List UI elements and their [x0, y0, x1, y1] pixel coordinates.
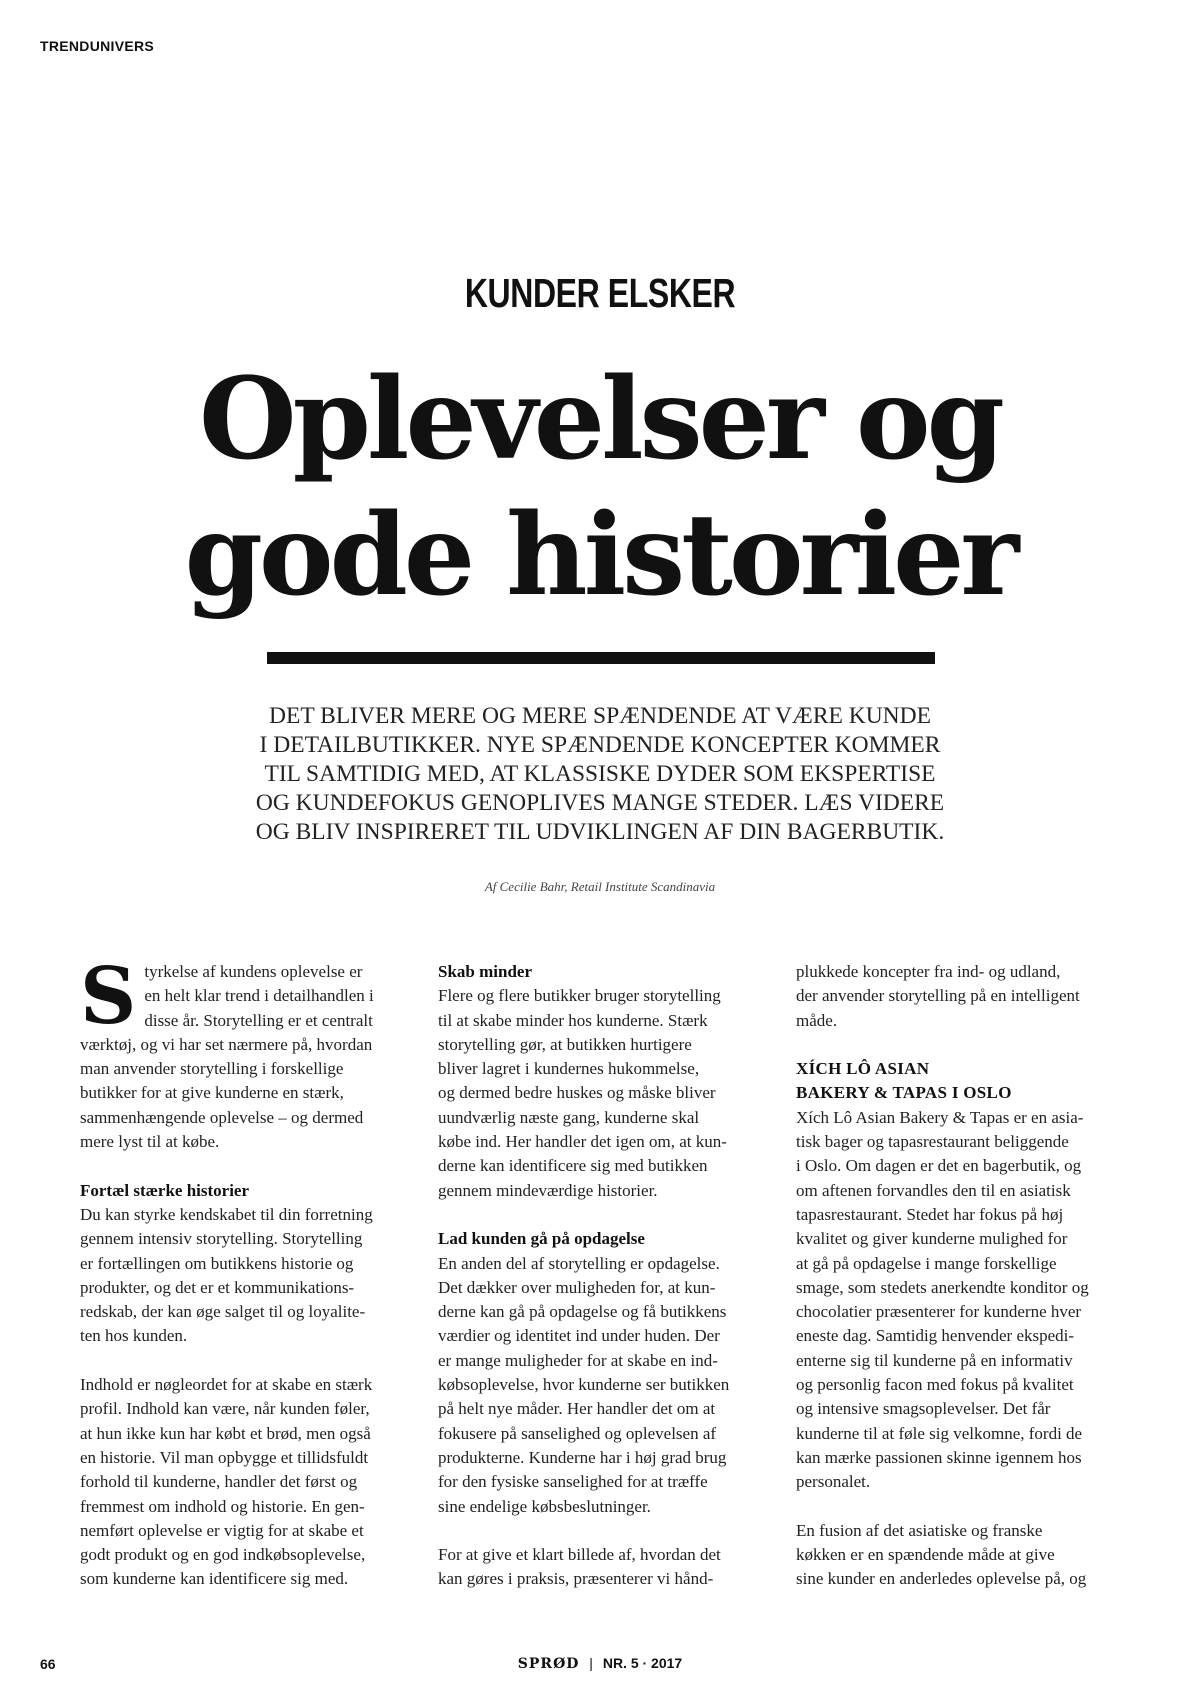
- column-1: [80, 951, 415, 1592]
- paragraph: [80, 1373, 415, 1592]
- text-line: Xích Lô Asian Bakery & Tapas er en asia-: [796, 1107, 1084, 1127]
- column-2: [438, 960, 773, 1592]
- article-title: [0, 352, 1200, 624]
- lead-line: OG BLIV INSPIRERET TIL UDVIKLINGEN AF DIN BAGERBUTIK.: [255, 819, 945, 845]
- title-line: gode historier: [184, 490, 1016, 621]
- text-line: køkken er en spændende måde at give: [796, 1545, 1055, 1565]
- text-line: at gå på opdagelse i mange forskellige: [796, 1253, 1057, 1273]
- lead-line: I DETAILBUTIKKER. NYE SPÆNDENDE KONCEPTER KOMMER: [259, 732, 941, 758]
- feature-heading: [796, 1057, 1131, 1106]
- text-line: en historie. Vil man opbygge et tillidsfuldt: [80, 1447, 369, 1467]
- paragraph: [796, 1519, 1131, 1592]
- text-line: eneste dag. Samtidig henvender ekspedi-: [796, 1326, 1075, 1346]
- text-line: uundværlig næste gang, kunderne skal: [438, 1107, 700, 1127]
- magazine-name: SPRØD: [517, 1656, 580, 1672]
- text-line: værdier og identitet ind under huden. Der: [438, 1326, 720, 1346]
- text-line: nemført oplevelse er vigtig for at skabe et: [80, 1520, 364, 1540]
- text-line: For at give et klart billede af, hvordan det: [438, 1545, 721, 1565]
- text-line: Du kan styrke kendskabet til din forretning: [80, 1204, 373, 1224]
- text-line: i Oslo. Om dagen er det en bagerbutik, og: [796, 1156, 1082, 1176]
- text-line: personalet.: [796, 1472, 871, 1492]
- text-line: profil. Indhold kan være, når kunden føler,: [80, 1399, 370, 1419]
- text-line: derne kan gå på opdagelse og få butikkens: [438, 1302, 727, 1322]
- text-line: tapasrestaurant. Stedet har fokus på høj: [796, 1204, 1064, 1224]
- lead-line: TIL SAMTIDIG MED, AT KLASSISKE DYDER SOM EKSPERTISE: [264, 761, 936, 787]
- text-line: storytelling gør, at butikken hurtigere: [438, 1034, 692, 1054]
- page-number: 66: [40, 1656, 56, 1672]
- paragraph: [80, 1203, 415, 1349]
- article-kicker: KUNDER ELSKER: [464, 270, 736, 316]
- text-line: produkter, og det er et kommunikations-: [80, 1277, 355, 1297]
- text-line: produkterne. Kunderne har i høj grad brug: [438, 1447, 727, 1467]
- text-line: godt produkt og en god indkøbsoplevelse,: [80, 1545, 366, 1565]
- lead-line: OG KUNDEFOKUS GENOPLIVES MANGE STEDER. LÆS VIDERE: [255, 790, 945, 816]
- text-line: kan gøres i praksis, præsenterer vi hånd-: [438, 1569, 714, 1589]
- text-line: gennem mindeværdige historier.: [438, 1180, 658, 1200]
- subheading: Fortæl stærke historier: [80, 1180, 250, 1200]
- text-line: tyrkelse af kundens oplevelse er: [144, 962, 363, 981]
- text-line: mere lyst til at købe.: [80, 1132, 220, 1152]
- text-line: på helt nye måder. Her handler det om at: [438, 1399, 716, 1419]
- text-line: ten hos kunden.: [80, 1326, 188, 1346]
- article-lead: [200, 702, 1000, 847]
- drop-cap: S: [80, 951, 137, 1042]
- text-line: kvalitet og giver kunderne mulighed for: [796, 1229, 1068, 1249]
- text-line: disse år. Storytelling er et centralt: [144, 1010, 373, 1030]
- text-line: om aftenen forvandles den til en asiatisk: [796, 1180, 1071, 1200]
- lead-line: DET BLIVER MERE OG MERE SPÆNDENDE AT VÆRE KUNDE: [269, 703, 931, 729]
- heading-line: BAKERY & TAPAS I OSLO: [796, 1083, 1012, 1103]
- text-line: der anvender storytelling på en intelligent: [796, 986, 1080, 1006]
- paragraph: [438, 1252, 773, 1519]
- text-line: tisk bager og tapasrestaurant beliggende: [796, 1132, 1069, 1152]
- paragraph: [438, 1543, 773, 1592]
- section-label: TRENDUNIVERS: [40, 38, 155, 54]
- text-line: bliver lagret i kundernes hukommelse,: [438, 1059, 700, 1079]
- text-line: købsoplevelse, hvor kunderne ser butikken: [438, 1375, 730, 1395]
- text-line: for den fysiske sanselighed for at træffe: [438, 1472, 708, 1492]
- title-line: Oplevelser og: [199, 354, 1001, 485]
- issue-number: NR. 5 · 2017: [602, 1655, 683, 1671]
- text-line: Indhold er nøgleordet for at skabe en stærk: [80, 1375, 373, 1395]
- text-line: er fortællingen om butikkens historie og: [80, 1253, 354, 1273]
- text-line: En anden del af storytelling er opdagelse.: [438, 1253, 720, 1273]
- text-line: Det dækker over muligheden for, at kun-: [438, 1277, 716, 1297]
- text-line: sine endelige købsbeslutninger.: [438, 1496, 651, 1516]
- text-line: derne kan identificere sig med butikken: [438, 1156, 708, 1176]
- text-line: at hun ikke kun har købt et brød, men også: [80, 1423, 371, 1443]
- text-line: og dermed bedre huskes og måske bliver: [438, 1083, 716, 1103]
- paragraph: [438, 984, 773, 1203]
- text-line: enterne sig til kunderne på en informativ: [796, 1350, 1073, 1370]
- text-line: En fusion af det asiatiske og franske: [796, 1520, 1043, 1540]
- paragraph: [796, 1106, 1131, 1495]
- title-rule: [267, 652, 935, 664]
- text-line: fremmest om indhold og historie. En gen-: [80, 1496, 365, 1516]
- text-line: plukkede koncepter fra ind- og udland,: [796, 962, 1061, 981]
- text-line: og intensive smagsoplevelser. Det får: [796, 1399, 1051, 1419]
- text-line: Flere og flere butikker bruger storytelling: [438, 986, 721, 1006]
- text-line: man anvender storytelling i forskellige: [80, 1059, 344, 1079]
- intro-paragraph: [80, 951, 415, 1154]
- text-line: kunderne til at føle sig velkomne, fordi de: [796, 1423, 1083, 1443]
- heading-line: XÍCH LÔ ASIAN: [796, 1059, 930, 1079]
- text-line: gennem intensiv storytelling. Storytelling: [80, 1229, 363, 1249]
- text-line: redskab, der kan øge salget til og loyalite-: [80, 1302, 366, 1322]
- text-line: smage, som stedets anerkendte konditor og: [796, 1277, 1089, 1297]
- text-line: en helt klar trend i detailhandlen i: [144, 986, 374, 1006]
- text-line: til at skabe minder hos kunderne. Stærk: [438, 1010, 708, 1030]
- footer-masthead: [0, 1655, 1200, 1672]
- subheading: Lad kunden gå på opdagelse: [438, 1229, 645, 1249]
- text-line: sine kunder en anderledes oplevelse på, og: [796, 1569, 1087, 1589]
- text-line: sammenhængende oplevelse – og dermed: [80, 1107, 364, 1127]
- byline: Af Cecilie Bahr, Retail Institute Scandinavia: [484, 879, 716, 894]
- text-line: og personlig facon med fokus på kvalitet: [796, 1375, 1074, 1395]
- text-line: som kunderne kan identificere sig med.: [80, 1569, 349, 1589]
- text-line: fokusere på sanselighed og oplevelsen af: [438, 1423, 717, 1443]
- text-line: værktøj, og vi har set nærmere på, hvordan: [80, 1034, 373, 1054]
- text-line: forhold til kunderne, handler det først og: [80, 1472, 358, 1492]
- text-line: måde.: [796, 1010, 838, 1030]
- text-line: chocolatier præsenterer for kunderne hver: [796, 1302, 1082, 1322]
- footer-separator: |: [589, 1655, 593, 1671]
- text-line: butikker for at give kunderne en stærk,: [80, 1083, 344, 1103]
- text-line: købe ind. Her handler det igen om, at kun-: [438, 1132, 727, 1152]
- text-line: er mange muligheder for at skabe en ind-: [438, 1350, 718, 1370]
- column-3: [796, 960, 1131, 1592]
- text-line: kan mærke passionen skinne igennem hos: [796, 1447, 1082, 1467]
- paragraph: [796, 960, 1131, 1033]
- subheading: Skab minder: [438, 962, 532, 981]
